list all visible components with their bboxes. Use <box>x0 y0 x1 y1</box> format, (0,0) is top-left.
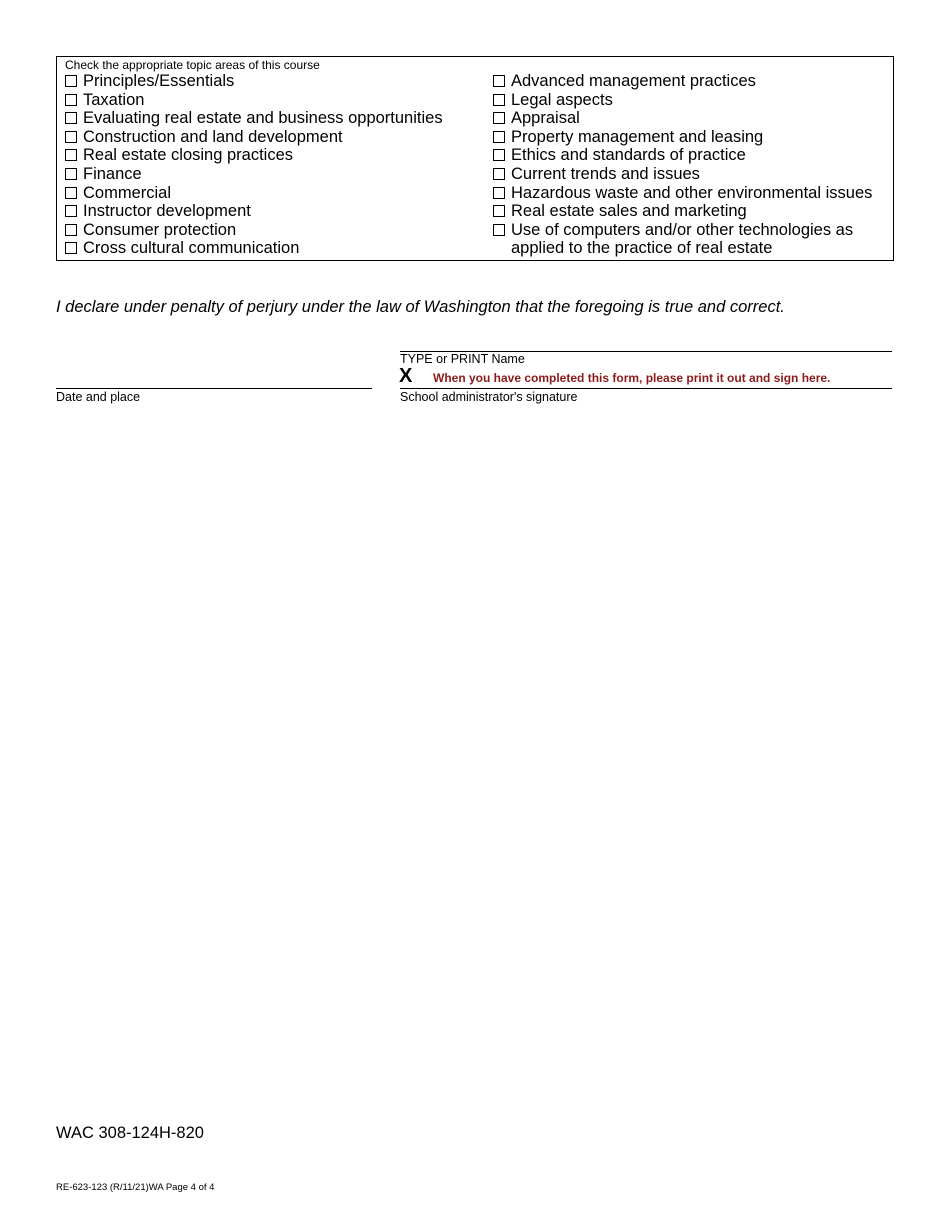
wac-reference: WAC 308-124H-820 <box>56 1124 204 1142</box>
checkbox[interactable] <box>65 112 77 124</box>
checkbox[interactable] <box>65 187 77 199</box>
checkbox[interactable] <box>493 205 505 217</box>
sign-here-x-icon: X <box>399 365 413 387</box>
topic-item[interactable]: Use of computers and/or other technologies as applied to the practice of real estate <box>493 221 883 258</box>
topic-item[interactable]: Real estate sales and marketing <box>493 202 883 221</box>
topic-item[interactable]: Consumer protection <box>65 221 443 240</box>
topic-areas-box <box>56 56 894 261</box>
checkbox[interactable] <box>493 224 505 236</box>
topic-item[interactable]: Legal aspects <box>493 91 883 110</box>
topic-item[interactable]: Advanced management practices <box>493 72 883 91</box>
topic-item[interactable]: Appraisal <box>493 109 883 128</box>
checkbox[interactable] <box>493 149 505 161</box>
checkbox[interactable] <box>65 131 77 143</box>
checkbox[interactable] <box>493 112 505 124</box>
topic-item[interactable]: Finance <box>65 165 443 184</box>
form-id: RE-623-123 (R/11/21)WA Page 4 of 4 <box>56 1182 215 1193</box>
topic-item[interactable]: Construction and land development <box>65 128 443 147</box>
checkbox[interactable] <box>493 75 505 87</box>
date-line <box>56 388 372 389</box>
topic-item[interactable]: Ethics and standards of practice <box>493 146 883 165</box>
checkbox[interactable] <box>65 149 77 161</box>
topic-areas-heading: Check the appropriate topic areas of this course <box>65 58 320 72</box>
checkbox[interactable] <box>65 75 77 87</box>
date-label: Date and place <box>56 390 141 404</box>
topic-item[interactable]: Current trends and issues <box>493 165 883 184</box>
topic-item[interactable]: Real estate closing practices <box>65 146 443 165</box>
topic-column-right <box>493 72 883 258</box>
checkbox[interactable] <box>493 94 505 106</box>
topic-item[interactable]: Principles/Essentials <box>65 72 443 91</box>
topic-item[interactable]: Cross cultural communication <box>65 239 443 258</box>
checkbox[interactable] <box>65 94 77 106</box>
checkbox[interactable] <box>65 168 77 180</box>
checkbox[interactable] <box>493 187 505 199</box>
sign-here-note: When you have completed this form, please print it out and sign here. <box>433 371 831 385</box>
topic-item[interactable]: Instructor development <box>65 202 443 221</box>
topic-item[interactable]: Property management and leasing <box>493 128 883 147</box>
checkbox[interactable] <box>493 168 505 180</box>
topic-item[interactable]: Hazardous waste and other environmental issues <box>493 184 883 203</box>
checkbox[interactable] <box>65 242 77 254</box>
signature-line <box>400 388 892 389</box>
topic-item[interactable]: Commercial <box>65 184 443 203</box>
name-label: TYPE or PRINT Name <box>400 352 525 366</box>
checkbox[interactable] <box>65 205 77 217</box>
signature-label: School administrator's signature <box>400 390 578 404</box>
topic-item[interactable]: Evaluating real estate and business opportunities <box>65 109 443 128</box>
perjury-declaration: I declare under penalty of perjury under the law of Washington that the foregoing is true and correct. <box>56 298 785 316</box>
checkbox[interactable] <box>65 224 77 236</box>
topic-item[interactable]: Taxation <box>65 91 443 110</box>
checkbox[interactable] <box>493 131 505 143</box>
topic-column-left <box>65 72 443 258</box>
